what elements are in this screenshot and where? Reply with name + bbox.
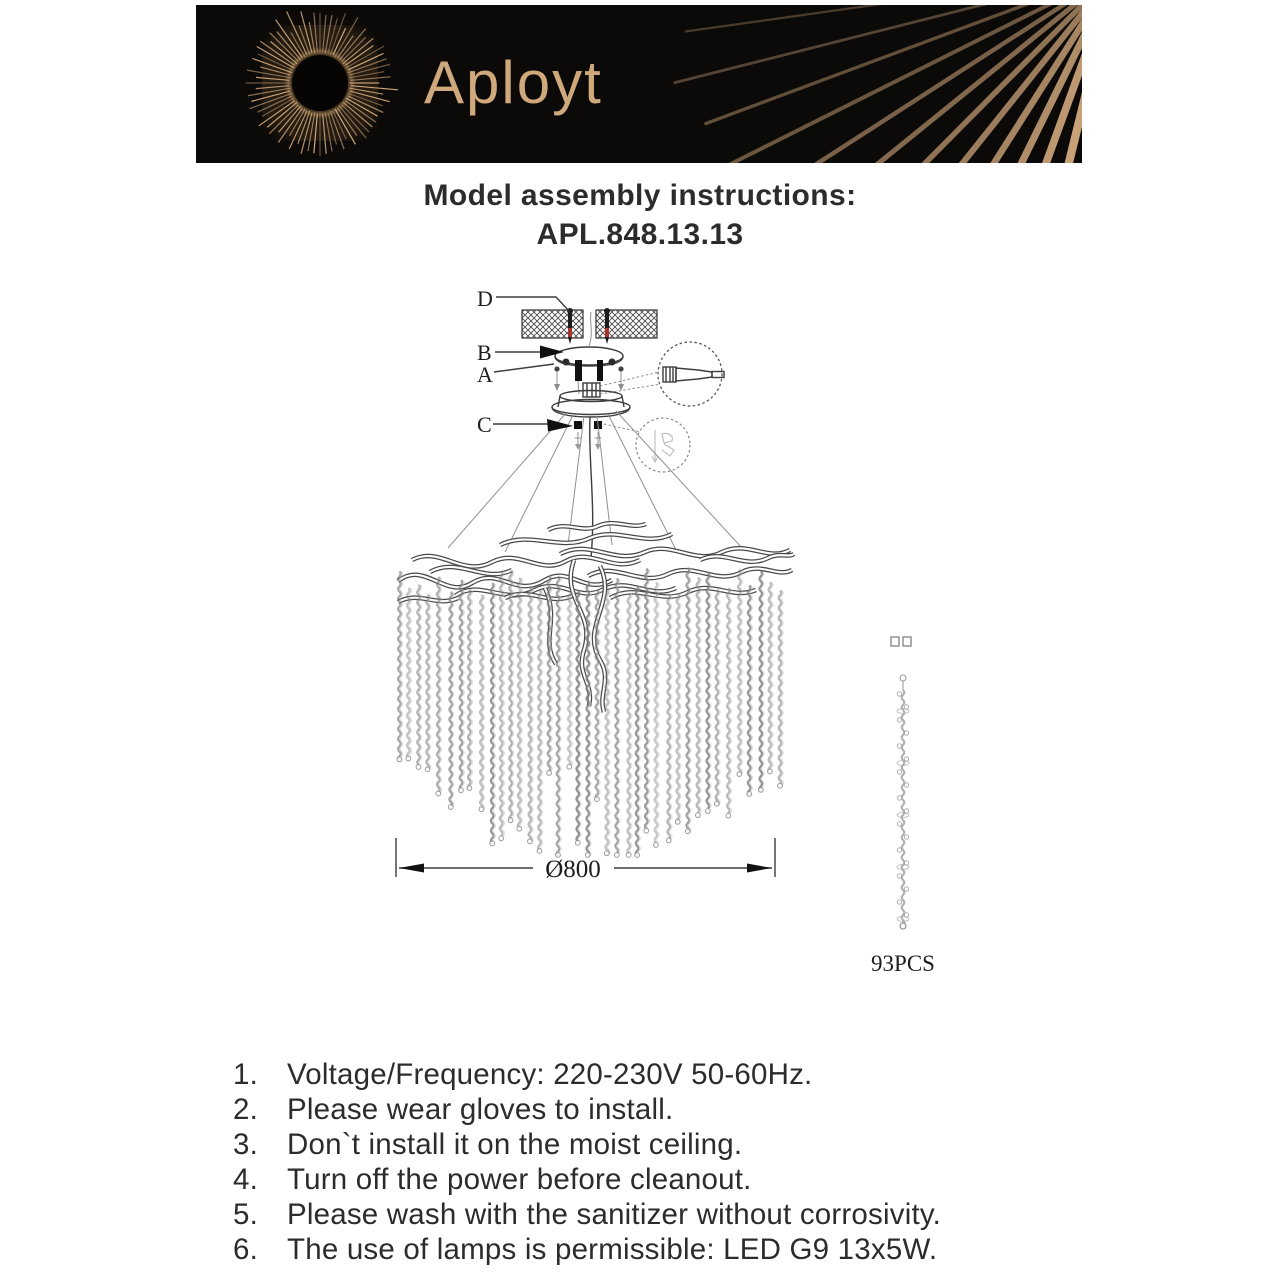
instruction-item: 1. Voltage/Frequency: 220-230V 50-60Hz. xyxy=(233,1058,813,1091)
svg-text:Ø800: Ø800 xyxy=(545,856,601,883)
clip-squares-icon xyxy=(891,637,899,646)
svg-text:D: D xyxy=(477,286,493,311)
side-screw-left xyxy=(554,366,560,391)
brand-wordmark: Aployt xyxy=(424,49,603,116)
crystal-strands xyxy=(397,568,783,857)
dimension-line xyxy=(396,838,775,883)
connector-detail-circle xyxy=(658,342,724,406)
instruction-item: 2. Please wear gloves to install. xyxy=(233,1093,674,1126)
page-title: Model assembly instructions: xyxy=(423,179,857,212)
instructions-list xyxy=(233,1060,941,1270)
instruction-item: 5. Please wash with the sanitizer without corrosivity. xyxy=(233,1198,941,1231)
svg-text:C: C xyxy=(477,412,492,437)
header-banner xyxy=(196,5,1082,163)
callout-c xyxy=(477,412,573,437)
mounting-plate xyxy=(554,347,624,394)
sunburst-icon xyxy=(246,11,398,156)
title-block xyxy=(0,176,1280,254)
side-screw-right xyxy=(618,366,624,391)
model-number: APL.848.13.13 xyxy=(536,218,744,251)
instruction-item: 3. Don`t install it on the moist ceiling. xyxy=(233,1128,743,1161)
svg-text:B: B xyxy=(477,340,492,365)
callout-d xyxy=(477,286,569,311)
ray-fan-icon xyxy=(675,5,1082,163)
banner-decoration xyxy=(196,5,1082,163)
instruction-item: 6. The use of lamps is permissible: LED G9 13x5W. xyxy=(233,1233,938,1266)
svg-text:A: A xyxy=(477,362,493,387)
parts-count: 93PCS xyxy=(871,951,935,976)
spare-strand-part xyxy=(871,637,935,976)
instruction-item: 4. Turn off the power before cleanout. xyxy=(233,1163,752,1196)
ceiling-section xyxy=(522,310,657,346)
callout-a xyxy=(477,362,554,387)
assembly-diagram xyxy=(380,280,960,1000)
